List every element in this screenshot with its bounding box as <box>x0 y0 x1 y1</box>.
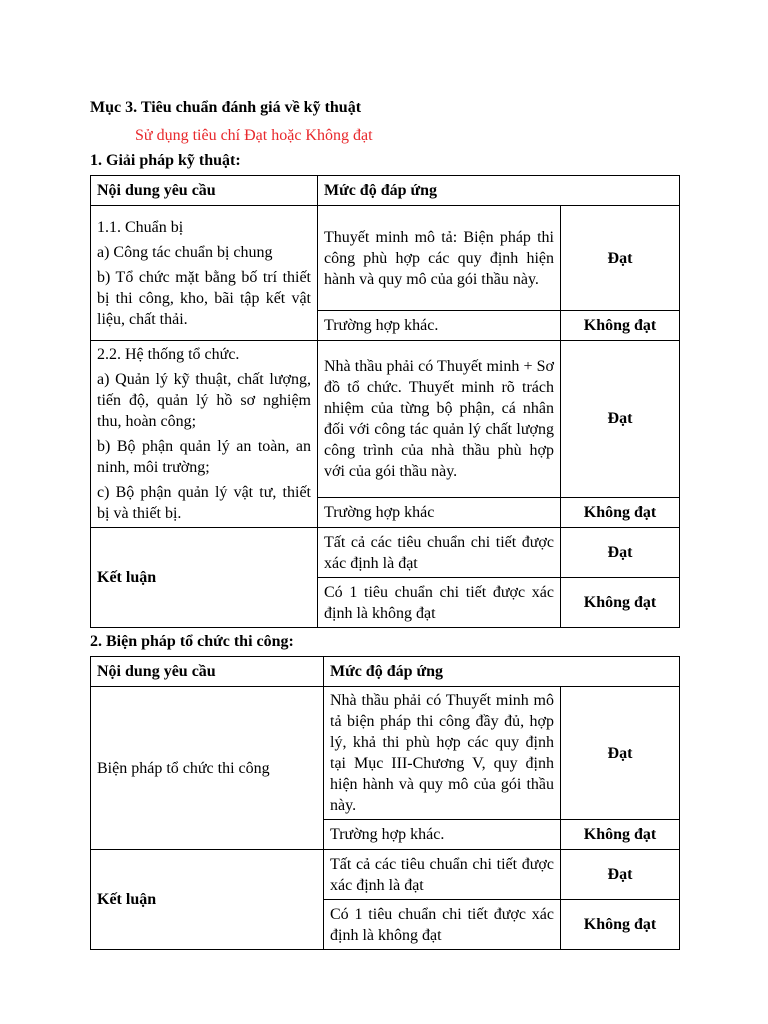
result-pass: Đạt <box>561 206 680 311</box>
requirement-line: 1.1. Chuẩn bị <box>97 218 184 236</box>
evaluation-note: Sử dụng tiêu chí Đạt hoặc Không đạt <box>135 127 373 144</box>
criterion-description: Trường hợp khác <box>318 497 561 527</box>
criterion-description: Tất cả các tiêu chuẩn chi tiết được xác định là đạt <box>324 850 561 900</box>
requirement-line: c) Bộ phận quản lý vật tư, thiết bị và thiết bị. <box>97 484 311 522</box>
requirement-line: b) Tổ chức mặt bằng bố trí thiết bị thi công, kho, bãi tập kết vật liệu, chất thải. <box>97 268 311 328</box>
table-header-row <box>91 657 680 687</box>
section-title: Mục 3. Tiêu chuẩn đánh giá về kỹ thuật <box>90 99 362 116</box>
criterion-description: Nhà thầu phải có Thuyết minh + Sơ đồ tổ chức. Thuyết minh rõ trách nhiệm của từng bộ phận, cá nhân đối với công tác quản lý chất lượng công trình của nhà thầu phù hợp với của gói thầu này. <box>318 341 561 498</box>
requirement-line: 2.2. Hệ thống tổ chức. <box>97 346 240 363</box>
requirement-organization <box>91 341 318 528</box>
header-requirement: Nội dung yêu cầu <box>91 176 318 206</box>
criterion-description: Tất cả các tiêu chuẩn chi tiết được xác định là đạt <box>318 528 561 578</box>
criterion-description: Thuyết minh mô tả: Biện pháp thi công phù hợp các quy định hiện hành và quy mô của gói thầu này. <box>318 206 561 311</box>
result-fail: Không đạt <box>561 578 680 628</box>
criterion-description: Trường hợp khác. <box>318 311 561 341</box>
header-response-level: Mức độ đáp ứng <box>318 176 680 206</box>
requirement-line: a) Quản lý kỹ thuật, chất lượng, tiến độ, quản lý hồ sơ nghiệm thu, hoàn công; <box>97 371 311 430</box>
result-fail: Không đạt <box>561 311 680 341</box>
criterion-description: Có 1 tiêu chuẩn chi tiết được xác định là không đạt <box>318 578 561 628</box>
part1-title: 1. Giải pháp kỹ thuật: <box>90 152 241 169</box>
table-row <box>91 528 680 578</box>
requirement-preparation <box>91 206 318 341</box>
result-pass: Đạt <box>561 341 680 498</box>
result-pass: Đạt <box>561 850 680 900</box>
criterion-description: Trường hợp khác. <box>324 820 561 850</box>
criterion-description: Nhà thầu phải có Thuyết minh mô tả biện pháp thi công đầy đủ, hợp lý, khả thi phù hợp các quy định tại Mục III-Chương V, quy định hiện hành và quy mô của gói thầu này. <box>324 687 561 820</box>
requirement-construction-method: Biện pháp tổ chức thi công <box>91 687 324 850</box>
table-row <box>91 206 680 311</box>
conclusion-label: Kết luận <box>91 850 324 950</box>
table-row <box>91 850 680 900</box>
part2-title: 2. Biện pháp tổ chức thi công: <box>90 633 294 650</box>
result-fail: Không đạt <box>561 900 680 950</box>
table-row <box>91 687 680 820</box>
header-response-level: Mức độ đáp ứng <box>324 657 680 687</box>
result-fail: Không đạt <box>561 820 680 850</box>
result-pass: Đạt <box>561 687 680 820</box>
construction-method-table <box>90 656 680 950</box>
result-pass: Đạt <box>561 528 680 578</box>
criterion-description: Có 1 tiêu chuẩn chi tiết được xác định là không đạt <box>324 900 561 950</box>
conclusion-label: Kết luận <box>91 528 318 628</box>
result-fail: Không đạt <box>561 497 680 527</box>
table-header-row <box>91 176 680 206</box>
requirement-line: b) Bộ phận quản lý an toàn, an ninh, môi trường; <box>97 438 311 476</box>
technical-solution-table <box>90 175 680 628</box>
table-row <box>91 341 680 498</box>
requirement-line: a) Công tác chuẩn bị chung <box>97 243 273 261</box>
header-requirement: Nội dung yêu cầu <box>91 657 324 687</box>
